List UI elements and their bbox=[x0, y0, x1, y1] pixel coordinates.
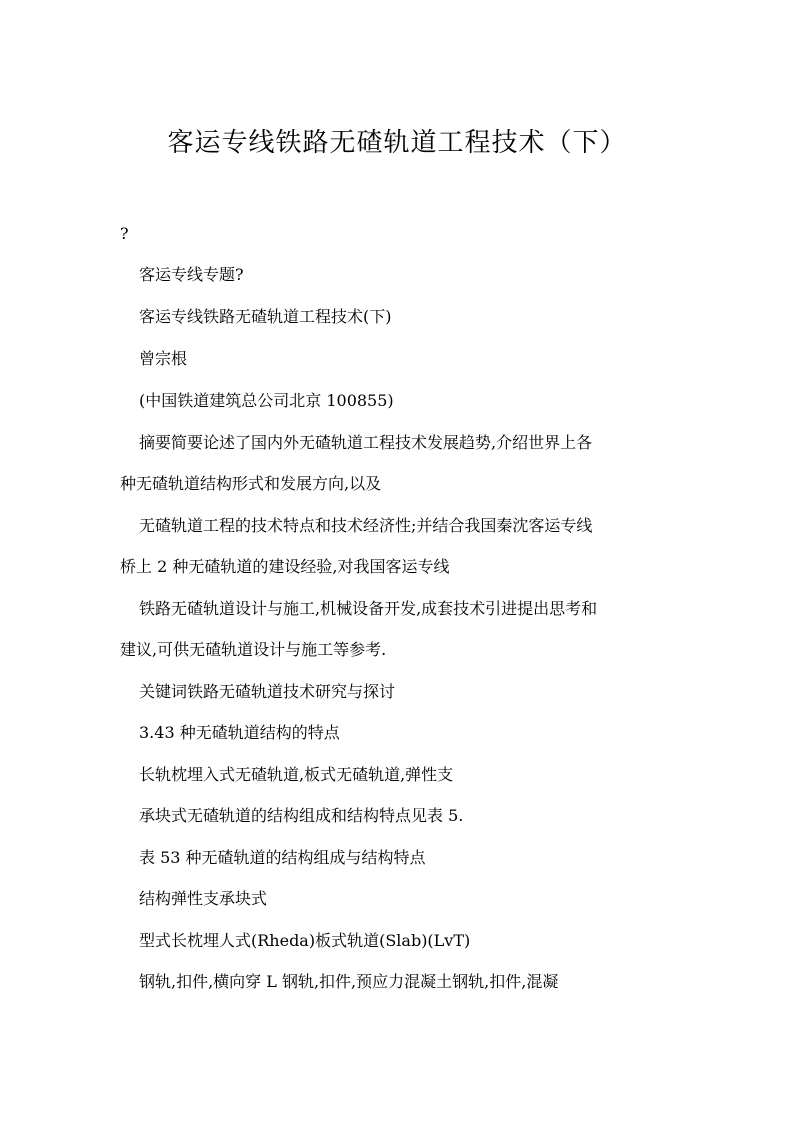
text-line: ? bbox=[120, 224, 129, 243]
affiliation-line: (中国铁道建筑总公司北京 100855) bbox=[139, 391, 394, 410]
abstract-line: 无碴轨道工程的技术特点和技术经济性;并结合我国秦沈客运专线 bbox=[139, 516, 593, 535]
abstract-line: 建议,可供无碴轨道设计与施工等参考. bbox=[120, 640, 387, 659]
text-line: 客运专线专题? bbox=[139, 265, 244, 284]
section-heading: 3.43 种无碴轨道结构的特点 bbox=[139, 723, 340, 742]
abstract-line: 种无碴轨道结构形式和发展方向,以及 bbox=[120, 474, 382, 493]
text-line: 承块式无碴轨道的结构组成和结构特点见表 5. bbox=[139, 806, 464, 825]
abstract-line: 桥上 2 种无碴轨道的建设经验,对我国客运专线 bbox=[120, 557, 450, 576]
author-line: 曾宗根 bbox=[139, 349, 188, 368]
abstract-line: 摘要简要论述了国内外无碴轨道工程技术发展趋势,介绍世界上各 bbox=[139, 433, 593, 452]
text-line: 客运专线铁路无碴轨道工程技术(下) bbox=[139, 307, 392, 326]
text-line: 长轨枕埋入式无碴轨道,板式无碴轨道,弹性支 bbox=[139, 765, 454, 784]
text-line: 结构弹性支承块式 bbox=[139, 889, 268, 908]
abstract-line: 铁路无碴轨道设计与施工,机械设备开发,成套技术引进提出思考和 bbox=[139, 599, 598, 618]
document-title: 客运专线铁路无碴轨道工程技术（下） bbox=[167, 128, 627, 158]
table-caption: 表 53 种无碴轨道的结构组成与结构特点 bbox=[139, 848, 426, 867]
text-line: 型式长枕埋人式(Rheda)板式轨道(Slab)(LvT) bbox=[139, 931, 471, 950]
text-line: 钢轨,扣件,横向穿 L 钢轨,扣件,预应力混凝土钢轨,扣件,混凝 bbox=[139, 972, 559, 991]
keywords-line: 关键词铁路无碴轨道技术研究与探讨 bbox=[139, 682, 396, 701]
